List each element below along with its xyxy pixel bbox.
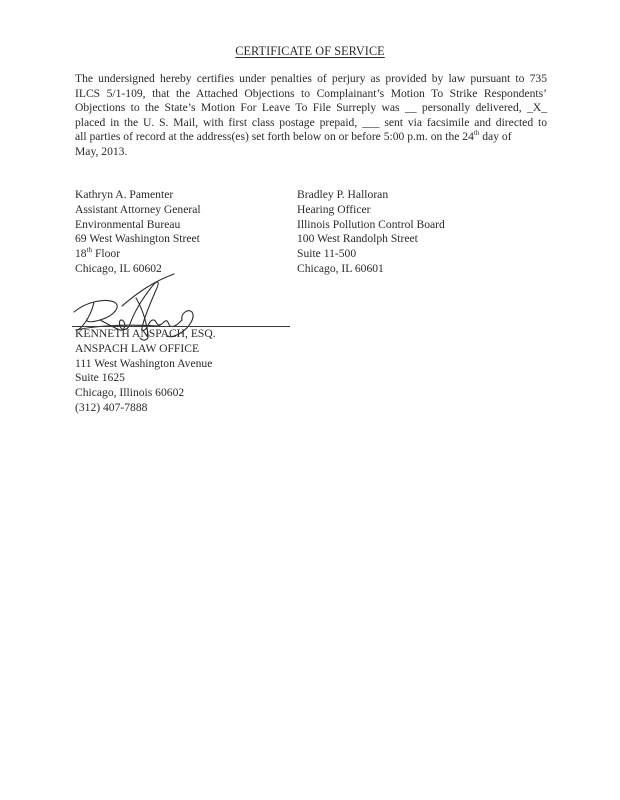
certification-line: Objections to the State’s Motion For Leave To File Surreply was __ personally delivered, _X_ [75, 101, 547, 115]
recipient-name: Bradley P. Halloran [297, 188, 389, 201]
recipient-office: Environmental Bureau [75, 217, 181, 231]
recipient-office: Illinois Pollution Control Board [297, 217, 445, 231]
recipient-address-right [297, 188, 517, 277]
certification-line: The undersigned hereby certifies under penalties of perjury as provided by law pursuant to 735 [75, 72, 547, 85]
recipient-title: Assistant Attorney General [75, 202, 201, 216]
sender-firm: ANSPACH LAW OFFICE [75, 341, 200, 355]
sender-address [75, 327, 315, 416]
recipient-street: 69 West Washington Street [75, 232, 200, 246]
recipient-street: 100 West Randolph Street [297, 232, 418, 246]
certification-line: ILCS 5/1-109, that the Attached Objections to Complainant’s Motion To Strike Respondents’ [75, 86, 547, 100]
certification-line: placed in the U. S. Mail, with first class postage prepaid, ___ sent via facsimile and directed to [75, 115, 547, 129]
recipient-city: Chicago, IL 60601 [297, 261, 384, 275]
recipient-name: Kathryn A. Pamenter [75, 188, 174, 201]
sender-suite: Suite 1625 [75, 371, 125, 385]
recipient-address-left [75, 188, 275, 277]
certification-paragraph [75, 72, 547, 160]
recipient-title: Hearing Officer [297, 202, 371, 216]
sender-city: Chicago, Illinois 60602 [75, 386, 185, 400]
certification-line: all parties of record at the address(es) set forth below on or before 5:00 p.m. on the 24th day of [75, 129, 512, 144]
recipient-suite: Suite 11-500 [297, 247, 357, 261]
recipient-floor: 18th Floor [75, 246, 121, 261]
certificate-title: CERTIFICATE OF SERVICE [235, 44, 385, 58]
certification-line: May, 2013. [75, 144, 128, 158]
sender-street: 111 West Washington Avenue [75, 356, 213, 370]
recipient-city: Chicago, IL 60602 [75, 261, 162, 275]
sender-name: KENNETH ANSPACH, ESQ. [75, 327, 216, 340]
sender-phone: (312) 407-7888 [75, 400, 148, 414]
